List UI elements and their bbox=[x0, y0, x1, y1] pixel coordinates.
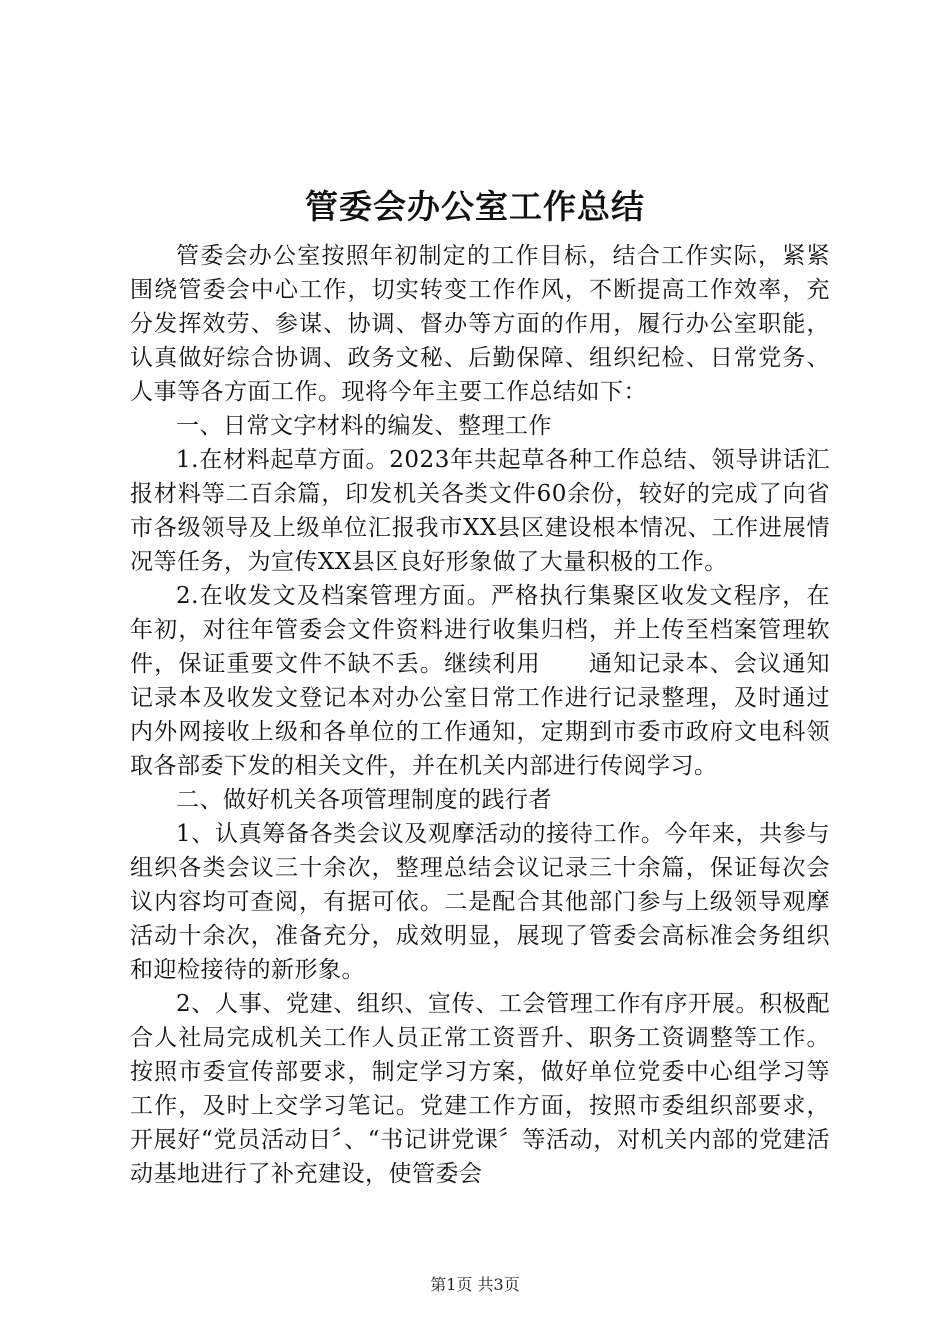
document-title: 管委会办公室工作总结 bbox=[305, 187, 645, 226]
section-heading-2: 二、做好机关各项管理制度的践行者 bbox=[176, 787, 552, 813]
page-number-footer: 第1页 共3页 bbox=[430, 1275, 520, 1294]
section-heading-1: 一、日常文字材料的编发、整理工作 bbox=[176, 413, 552, 439]
paragraph-material-drafting: 1.在材料起草方面。2023年共起草各种工作总结、领导讲话汇报材料等二百余篇，印发机关各类文件60余份，较好的完成了向省市各级领导及上级单位汇报我市XX县区建设根本情况、工作进展情况等任务，为宣传XX县区良好形象做了大量积极的工作。 bbox=[130, 447, 830, 575]
intro-paragraph: 管委会办公室按照年初制定的工作目标，结合工作实际，紧紧围绕管委会中心工作，切实转变工作作风，不断提高工作效率，充分发挥效劳、参谋、协调、督办等方面的作用，履行办公室职能，认真做好综合协调、政务文秘、后勤保障、组织纪检、日常党务、人事等各方面工作。现将今年主要工作总结如下： bbox=[130, 243, 830, 405]
document-body bbox=[130, 239, 830, 1191]
paragraph-meetings: 1、认真筹备各类会议及观摩活动的接待工作。今年来，共参与组织各类会议三十余次，整理总结会议记录三十余篇，保证每次会议内容均可查阅，有据可依。二是配合其他部门参与上级领导观摩活动十余次，准备充分，成效明显，展现了管委会高标准会务组织和迎检接待的新形象。 bbox=[130, 821, 830, 983]
paragraph-personnel-party: 2、人事、党建、组织、宣传、工会管理工作有序开展。积极配合人社局完成机关工作人员正常工资晋升、职务工资调整等工作。按照市委宣传部要求，制定学习方案，做好单位党委中心组学习等工作，及时上交学习笔记。党建工作方面，按照市委组织部要求，开展好“党员活动日〞、“书记讲党课〞等活动，对机关内部的党建活动基地进行了补充建设，使管委会 bbox=[130, 991, 830, 1187]
paragraph-archive-management: 2.在收发文及档案管理方面。严格执行集聚区收发文程序，在年初，对往年管委会文件资料进行收集归档，并上传至档案管理软件，保证重要文件不缺不丢。继续利用 通知记录本、会议通知记录本及收发文登记本对办公室日常工作进行记录整理，及时通过内外网接收上级和各单位的工作通知，定期到市委市政府文电科领取各部委下发的相关文件，并在机关内部进行传阅学习。 bbox=[130, 583, 830, 779]
